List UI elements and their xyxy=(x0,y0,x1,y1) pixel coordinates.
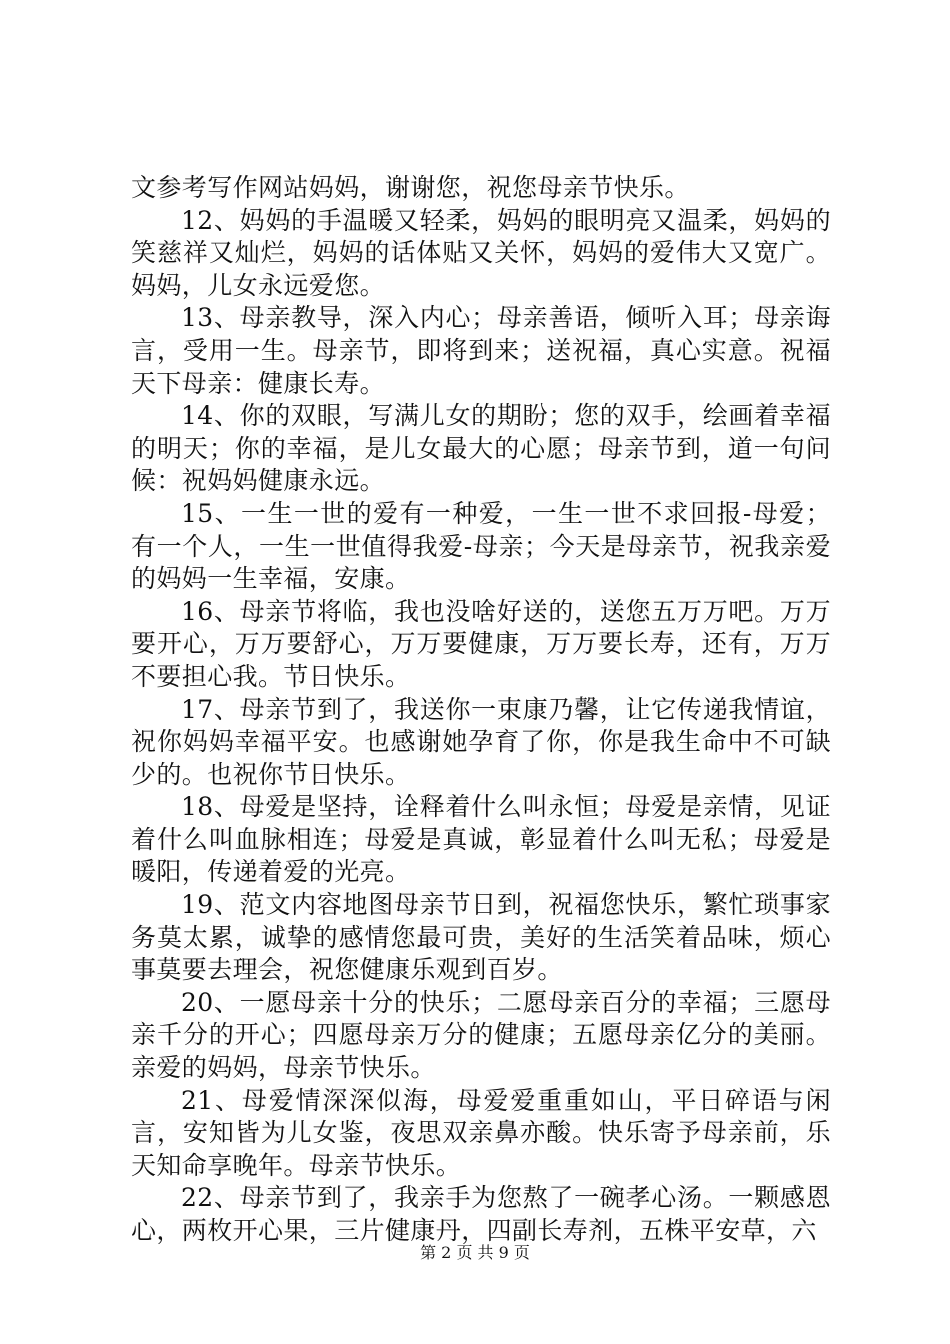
paragraph-item-16: 16、母亲节将临，我也没啥好送的，送您五万万吧。万万要开心，万万要舒心，万万要健康，万万要长寿，还有，万万不要担心我。节日快乐。 xyxy=(131,596,831,691)
paragraph-item-13: 13、母亲教导，深入内心；母亲善语，倾听入耳；母亲诲言，受用一生。母亲节，即将到来；送祝福，真心实意。祝福天下母亲：健康长寿。 xyxy=(131,303,831,398)
paragraph-item-22: 22、母亲节到了，我亲手为您熬了一碗孝心汤。一颗感恩心，两枚开心果，三片健康丹，四副长寿剂，五株平安草，六 xyxy=(131,1183,831,1245)
paragraph-item-14: 14、你的双眼，写满儿女的期盼；您的双手，绘画着幸福的明天；你的幸福，是儿女最大的心愿；母亲节到，道一句问候：祝妈妈健康永远。 xyxy=(131,401,831,496)
paragraph-item-21: 21、母爱情深深似海，母爱爱重重如山，平日碎语与闲言，安知皆为儿女鉴，夜思双亲鼻亦酸。快乐寄予母亲前，乐天知命享晚年。母亲节快乐。 xyxy=(131,1085,831,1180)
paragraph-item-15: 15、一生一世的爱有一种爱，一生一世不求回报-母爱；有一个人，一生一世值得我爱-母亲；今天是母亲节，祝我亲爱的妈妈一生幸福，安康。 xyxy=(131,498,831,594)
paragraph-item-18: 18、母爱是坚持，诠释着什么叫永恒；母爱是亲情，见证着什么叫血脉相连；母爱是真诚，彰显着什么叫无私；母爱是暖阳，传递着爱的光亮。 xyxy=(131,792,831,887)
paragraph-item-19: 19、范文内容地图母亲节日到，祝福您快乐，繁忙琐事家务莫太累，诚挚的感情您最可贵，美好的生活笑着品味，烦心事莫要去理会，祝您健康乐观到百岁。 xyxy=(131,890,831,985)
paragraph-item-20: 20、一愿母亲十分的快乐；二愿母亲百分的幸福；三愿母亲千分的开心；四愿母亲万分的健康；五愿母亲亿分的美丽。亲爱的妈妈，母亲节快乐。 xyxy=(131,987,831,1083)
paragraph-item-17: 17、母亲节到了，我送你一束康乃馨，让它传递我情谊，祝你妈妈幸福平安。也感谢她孕育了你，你是我生命中不可缺少的。也祝你节日快乐。 xyxy=(131,694,831,789)
paragraph-continuation: 文参考写作网站妈妈，谢谢您，祝您母亲节快乐。 xyxy=(131,173,690,202)
document-body xyxy=(131,172,831,1248)
paragraph-item-12: 12、妈妈的手温暖又轻柔，妈妈的眼明亮又温柔，妈妈的笑慈祥又灿烂，妈妈的话体贴又关怀，妈妈的爱伟大又宽广。妈妈，儿女永远爱您。 xyxy=(131,205,831,300)
page-footer: 第 2 页 共 9 页 xyxy=(420,1243,530,1262)
